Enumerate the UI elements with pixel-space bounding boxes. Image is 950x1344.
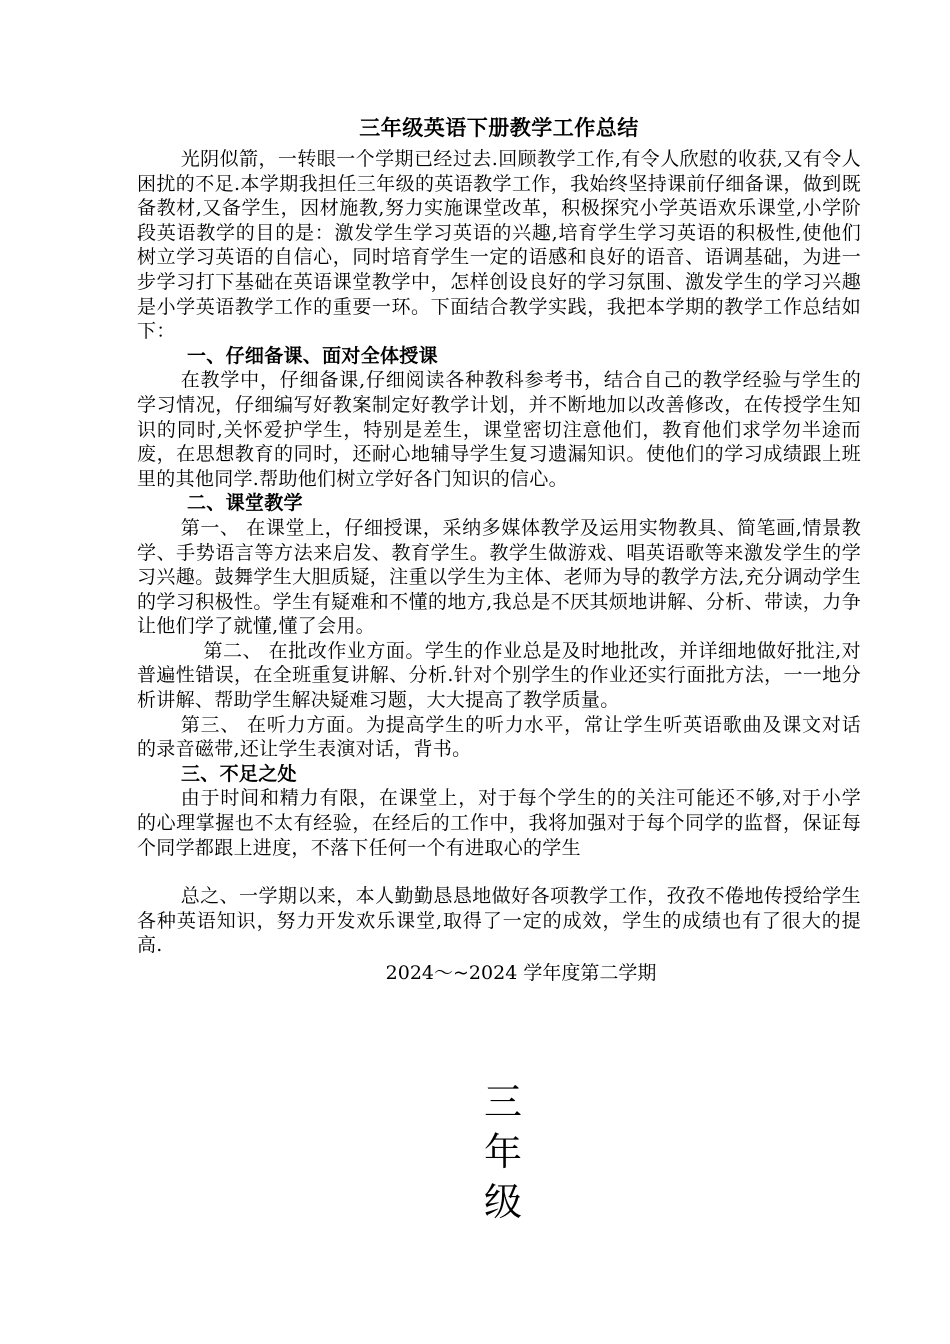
section-2-paragraph-3: 第三、 在听力方面。为提高学生的听力水平，常让学生听英语歌曲及课文对话的录音磁带,还让学生表演对话，背书。 — [137, 713, 861, 761]
school-term-line: 2024～~2024 学年度第二学期 — [385, 962, 657, 984]
blank-line — [137, 860, 861, 884]
section-2-paragraph-2: 第二、 在批改作业方面。学生的作业总是及时地批改，并详细地做好批注,对普遍性错误，在全班重复讲解、分析.针对个别学生的作业还实行面批方法，一一地分析讲解、帮助学生解决疑难习题，大大提高了教学质量。 — [137, 639, 861, 712]
grade-vertical-text — [478, 1077, 528, 1227]
grade-char-3: 级 — [483, 1180, 522, 1224]
section-1-paragraph: 在教学中，仔细备课,仔细阅读各种教科参考书，结合自己的教学经验与学生的学习情况，仔细编写好教案制定好教学计划，并不断地加以改善修改，在传授学生知识的同时,关怀爱护学生，特别是差生，课堂密切注意他们，教育他们求学勿半途而废，在思想教育的同时，还耐心地辅导学生复习遗漏知识。使他们的学习成绩跟上班里的其他同学.帮助他们树立学好各门知识的信心。 — [137, 369, 861, 490]
grade-char-2: 年 — [483, 1130, 522, 1174]
section-2-heading: 二、课堂教学 — [187, 492, 303, 515]
section-3-paragraph: 由于时间和精力有限，在课堂上，对于每个学生的的关注可能还不够,对于小学的心理掌握也不太有经验，在经后的工作中，我将加强对于每个同学的监督，保证每个同学都跟上进度，不落下任何一个有进取心的学生 — [137, 787, 861, 859]
document-title: 三年级英语下册教学工作总结 — [359, 115, 639, 140]
section-2-paragraph-1: 第一、 在课堂上，仔细授课，采纳多媒体教学及运用实物教具、简笔画,情景教学、手势语言等方法来启发、教育学生。教学生做游戏、唱英语歌等来激发学生的学习兴趣。鼓舞学生大胆质疑，注重以学生为主体、老师为导的教学方法,充分调动学生的学习积极性。学生有疑难和不懂的地方,我总是不厌其烦地讲解、分析、带读，力争让他们学了就懂,懂了会用。 — [137, 516, 861, 638]
section-3-heading: 三、不足之处 — [181, 762, 297, 785]
document-body — [137, 113, 861, 986]
section-1-heading: 一、仔细备课、面对全体授课 — [187, 344, 438, 367]
conclusion-paragraph: 总之、一学期以来，本人勤勤恳恳地做好各项教学工作，孜孜不倦地传授给学生各种英语知识，努力开发欢乐课堂,取得了一定的成效，学生的成绩也有了很大的提高. — [137, 885, 861, 957]
intro-paragraph: 光阴似箭，一转眼一个学期已经过去.回顾教学工作,有令人欣慰的收获,又有令人困扰的不足.本学期我担任三年级的英语教学工作，我始终坚持课前仔细备课，做到既备教材,又备学生，因材施教,努力实施课堂改革，积极探究小学英语欢乐课堂,小学阶段英语教学的目的是：激发学生学习英语的兴趣,培育学生学习英语的积极性,使他们树立学习英语的自信心，同时培育学生一定的语感和良好的语音、语调基础，为进一步学习打下基础在英语课堂教学中，怎样创设良好的学习氛围、激发学生的学习兴趣是小学英语教学工作的重要一环。下面结合教学实践，我把本学期的教学工作总结如下： — [137, 148, 861, 343]
grade-char-1: 三 — [483, 1080, 522, 1124]
